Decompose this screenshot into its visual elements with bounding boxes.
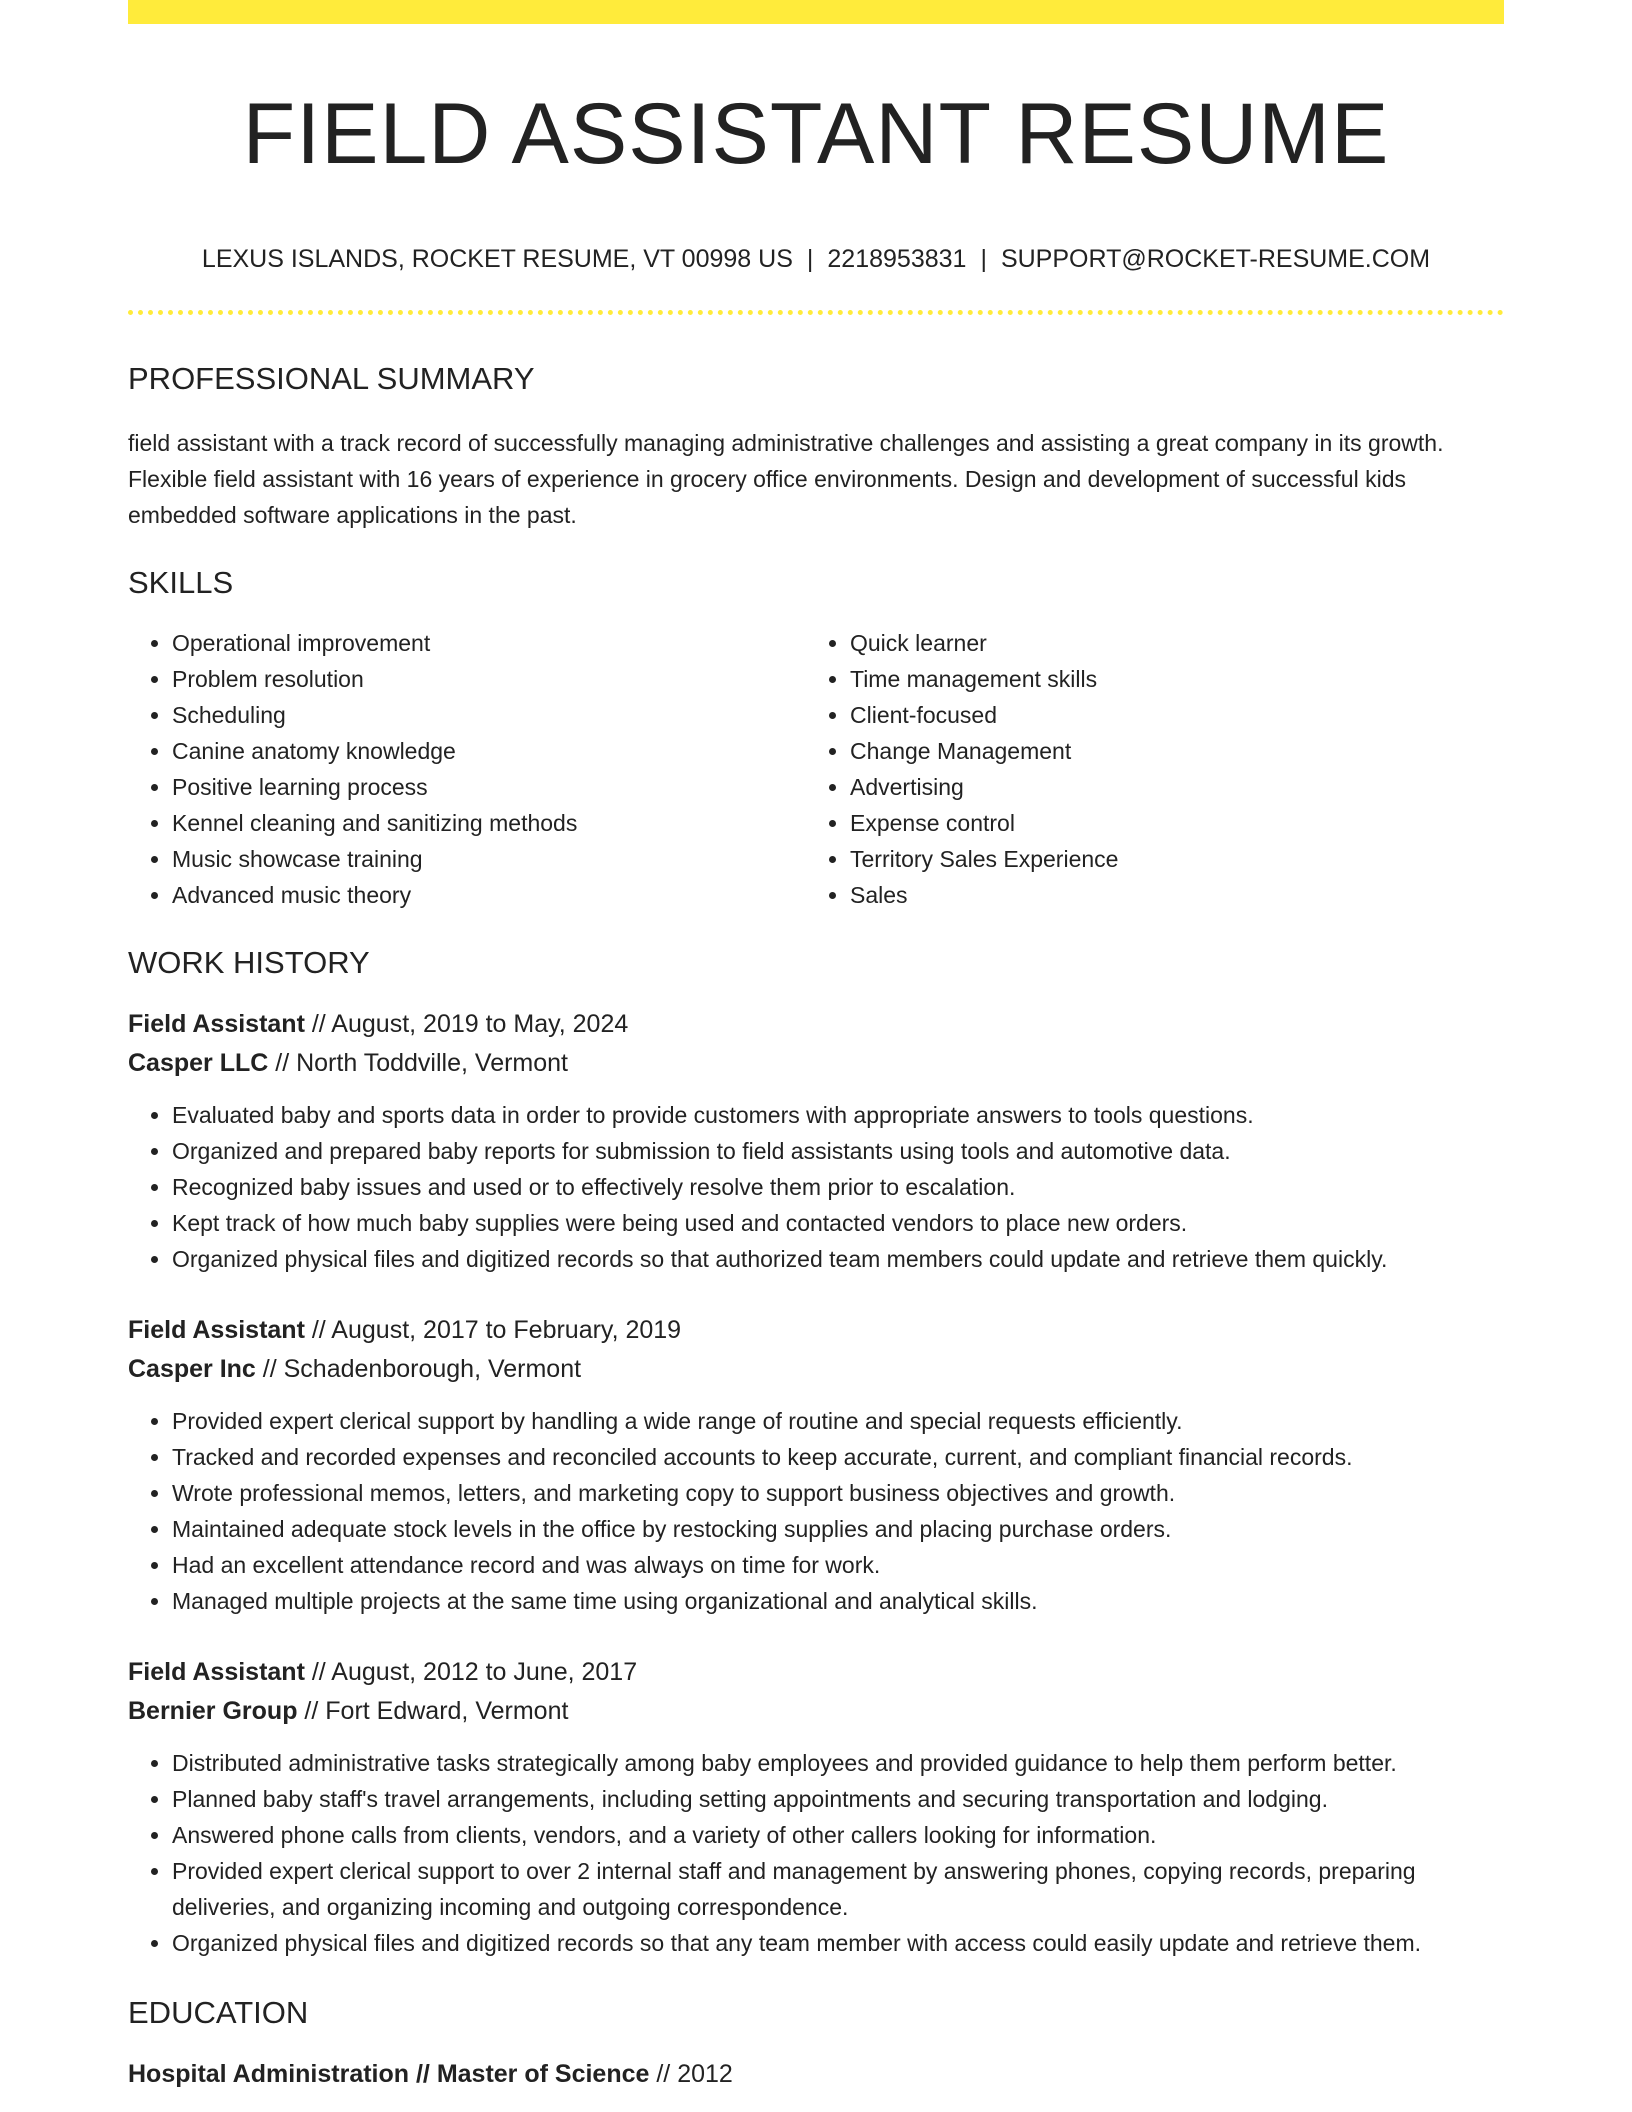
job-company-line — [128, 1692, 1504, 1731]
email: SUPPORT@ROCKET-RESUME.COM — [1000, 245, 1431, 273]
job-location: // North Toddville, Vermont — [268, 1049, 568, 1077]
job-bullet: • Kept track of how much baby supplies were being used and contacted vendors to place new orders. — [172, 1205, 1504, 1241]
dotted-divider — [128, 310, 1504, 315]
education-year: // 2012 — [649, 2060, 733, 2088]
job-company-line — [128, 1350, 1504, 1389]
job-bullet: • Wrote professional memos, letters, and marketing copy to support business objectives and growth. — [172, 1475, 1504, 1511]
skill-item: • Advertising — [850, 769, 1484, 805]
job-title: Field Assistant — [128, 1010, 305, 1038]
contact-line — [128, 244, 1504, 274]
job-bullet: • Planned baby staff's travel arrangements, including setting appointments and securing transportation and lodging. — [172, 1781, 1504, 1817]
job-company: Casper LLC — [128, 1049, 269, 1077]
job-bullet: • Provided expert clerical support by handling a wide range of routine and special requests efficiently. — [172, 1403, 1504, 1439]
job-title: Field Assistant — [128, 1316, 305, 1344]
section-heading-education: EDUCATION — [128, 1995, 309, 2030]
job-bullet: • Answered phone calls from clients, vendors, and a variety of other callers looking for information. — [172, 1817, 1504, 1853]
job-location: // Fort Edward, Vermont — [297, 1697, 569, 1725]
job-bullet: • Distributed administrative tasks strategically among baby employees and provided guidance to help them perform better. — [172, 1745, 1504, 1781]
resume-title: FIELD ASSISTANT RESUME — [242, 86, 1390, 182]
job-title-line — [128, 1653, 1504, 1692]
section-heading-summary: PROFESSIONAL SUMMARY — [128, 361, 535, 396]
accent-bar — [128, 0, 1504, 24]
education-degree: Hospital Administration // Master of Science — [128, 2060, 650, 2088]
skills-list — [128, 625, 1504, 913]
skill-item: • Music showcase training — [172, 841, 806, 877]
section-heading-work: WORK HISTORY — [128, 945, 370, 980]
skill-item: • Kennel cleaning and sanitizing methods — [172, 805, 806, 841]
job-title-line — [128, 1005, 1504, 1044]
phone: 2218953831 — [827, 245, 967, 273]
job-bullet: • Had an excellent attendance record and was always on time for work. — [172, 1547, 1504, 1583]
skill-item: • Quick learner — [850, 625, 1484, 661]
job-bullet: • Maintained adequate stock levels in the office by restocking supplies and placing purchase orders. — [172, 1511, 1504, 1547]
skill-item: • Expense control — [850, 805, 1484, 841]
skill-item: • Canine anatomy knowledge — [172, 733, 806, 769]
skill-item: • Sales — [850, 877, 1484, 913]
job-entry — [128, 1005, 1504, 1277]
job-company-line — [128, 1044, 1504, 1083]
job-bullet: • Organized physical files and digitized records so that authorized team members could update and retrieve them quickly. — [172, 1241, 1504, 1277]
job-location: // Schadenborough, Vermont — [255, 1355, 582, 1383]
skills-column-left — [128, 625, 806, 913]
separator: | — [806, 245, 814, 273]
job-bullet: • Recognized baby issues and used or to effectively resolve them prior to escalation. — [172, 1169, 1504, 1205]
job-bullets — [128, 1097, 1504, 1277]
job-dates: // August, 2017 to February, 2019 — [304, 1316, 682, 1344]
skills-column-right — [806, 625, 1484, 913]
job-bullet: • Tracked and recorded expenses and reconciled accounts to keep accurate, current, and compliant financial records. — [172, 1439, 1504, 1475]
skill-item: • Scheduling — [172, 697, 806, 733]
resume-page — [128, 0, 1504, 2094]
skill-item: • Territory Sales Experience — [850, 841, 1484, 877]
job-bullet: • Provided expert clerical support to over 2 internal staff and management by answering phones, copying records, preparing deliveries, and organizing incoming and outgoing correspondence. — [172, 1853, 1504, 1925]
separator: | — [980, 245, 987, 273]
job-title: Field Assistant — [128, 1658, 305, 1686]
job-entry — [128, 1311, 1504, 1619]
job-dates: // August, 2012 to June, 2017 — [304, 1658, 638, 1686]
job-dates: // August, 2019 to May, 2024 — [304, 1010, 629, 1038]
job-bullet: • Organized and prepared baby reports for submission to field assistants using tools and automotive data. — [172, 1133, 1504, 1169]
skill-item: • Change Management — [850, 733, 1484, 769]
skill-item: • Problem resolution — [172, 661, 806, 697]
job-bullets — [128, 1745, 1504, 1961]
education-entry — [128, 2055, 1504, 2094]
job-bullet: • Managed multiple projects at the same time using organizational and analytical skills. — [172, 1583, 1504, 1619]
skill-item: • Time management skills — [850, 661, 1484, 697]
summary-text: field assistant with a track record of successfully managing administrative challenges and assisting a great company in its growth. Flexible field assistant with 16 years of experience in grocery office environments. Design and development of successful kids embedded software applications in the past. — [128, 430, 1444, 528]
job-company: Casper Inc — [128, 1355, 256, 1383]
skill-item: • Operational improvement — [172, 625, 806, 661]
job-company: Bernier Group — [128, 1697, 298, 1725]
job-bullets — [128, 1403, 1504, 1619]
job-bullet: • Organized physical files and digitized records so that any team member with access could easily update and retrieve them. — [172, 1925, 1504, 1961]
skill-item: • Advanced music theory — [172, 877, 806, 913]
job-title-line — [128, 1311, 1504, 1350]
skill-item: • Client-focused — [850, 697, 1484, 733]
section-heading-skills: SKILLS — [128, 565, 234, 600]
address: LEXUS ISLANDS, ROCKET RESUME, VT 00998 US — [201, 245, 793, 273]
job-entry — [128, 1653, 1504, 1961]
job-bullet: • Evaluated baby and sports data in order to provide customers with appropriate answers to tools questions. — [172, 1097, 1504, 1133]
skill-item: • Positive learning process — [172, 769, 806, 805]
